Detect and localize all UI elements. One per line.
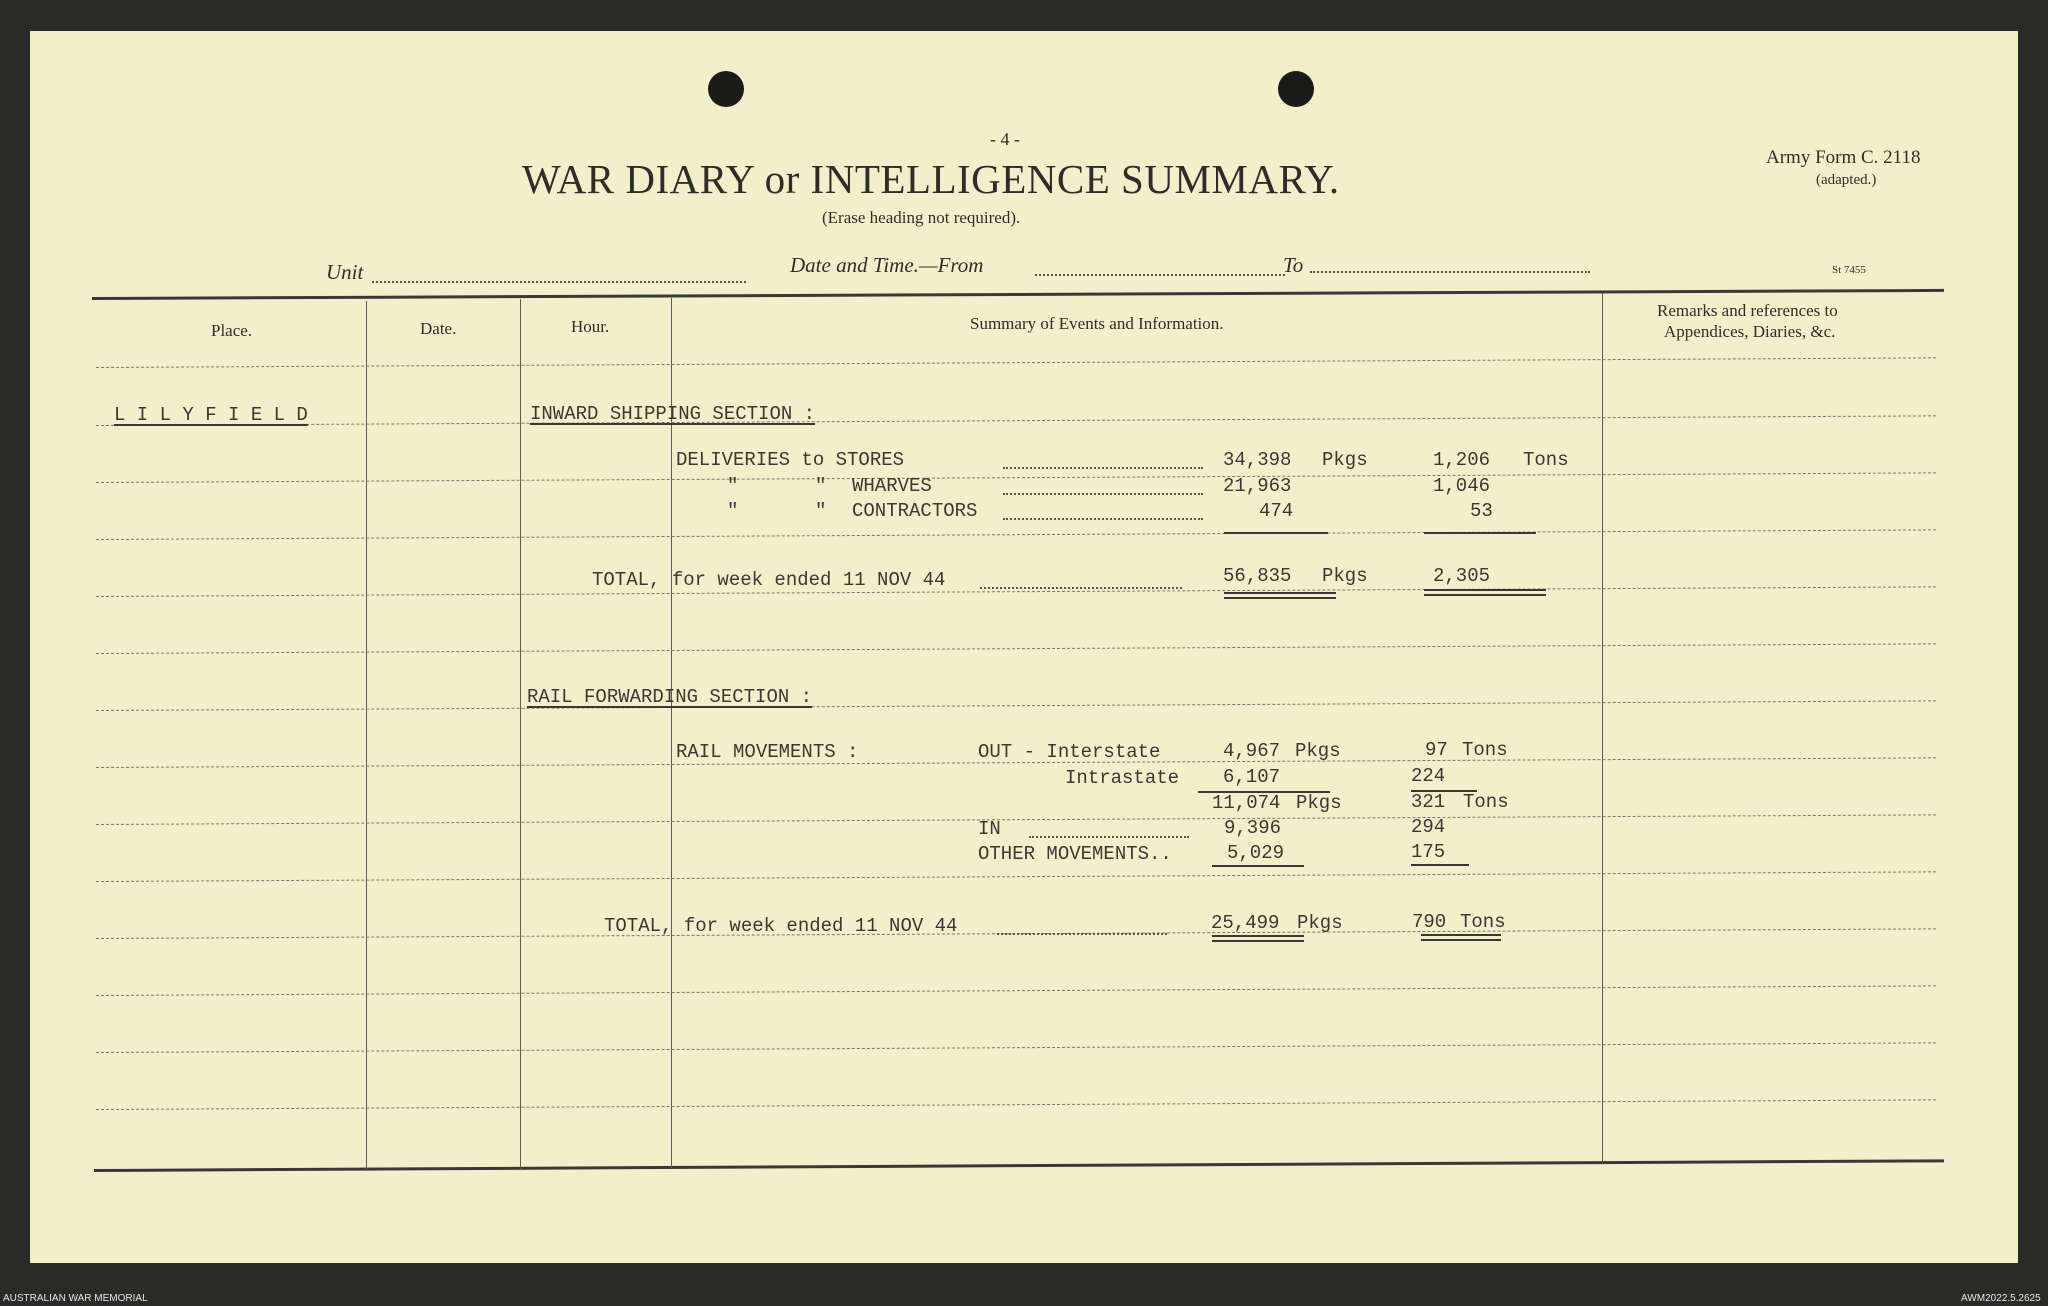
ruled-line bbox=[96, 472, 1936, 483]
ruled-line bbox=[96, 529, 1936, 540]
ditto-mark: " bbox=[815, 500, 827, 522]
unit-field-line bbox=[372, 281, 746, 283]
ditto-mark: " bbox=[727, 500, 739, 522]
rail-out-tons-unit: Tons bbox=[1462, 739, 1508, 761]
form-title: WAR DIARY or INTELLIGENCE SUMMARY. bbox=[522, 156, 1340, 202]
inward-row-tons: 1,046 bbox=[1433, 475, 1491, 497]
form-subtitle: (Erase heading not required). bbox=[822, 208, 1021, 227]
inward-row-pkgs: 34,398 bbox=[1223, 449, 1292, 471]
subtotal-rule bbox=[1411, 864, 1469, 866]
page-number: - 4 - bbox=[990, 129, 1020, 149]
ruled-line bbox=[96, 1099, 1936, 1110]
table-bottom-rule bbox=[94, 1159, 1944, 1172]
ruled-line bbox=[96, 415, 1936, 426]
leader-dots bbox=[1003, 518, 1203, 520]
total-double-rule bbox=[1224, 592, 1336, 594]
rail-out-label: OUT - Interstate bbox=[978, 741, 1161, 763]
ruled-line bbox=[96, 643, 1936, 654]
inward-total-pkgs: 56,835 bbox=[1223, 565, 1292, 587]
punch-hole-right bbox=[1278, 71, 1314, 107]
total-double-rule bbox=[1224, 597, 1336, 599]
rail-in-label: IN bbox=[978, 818, 1001, 840]
inward-row-tons: 1,206 bbox=[1433, 449, 1491, 471]
total-double-rule bbox=[1421, 939, 1501, 941]
rail-total-pkgs-unit: Pkgs bbox=[1297, 912, 1343, 934]
leader-dots bbox=[1003, 467, 1203, 469]
army-form-note: (adapted.) bbox=[1816, 172, 1877, 188]
date-from-field-line bbox=[1035, 274, 1285, 276]
subtotal-rule bbox=[1212, 865, 1304, 867]
date-from-label: Date and Time.—From bbox=[790, 253, 984, 277]
rail-out-subtotal-pkgs: 11,074 bbox=[1212, 792, 1281, 814]
ditto-mark: " bbox=[815, 475, 827, 497]
rail-other-tons: 175 bbox=[1411, 841, 1446, 863]
total-double-rule bbox=[1421, 934, 1501, 936]
diary-page bbox=[30, 31, 2018, 1263]
to-label: To bbox=[1283, 253, 1304, 277]
ruled-line bbox=[96, 814, 1936, 825]
column-header-place: Place. bbox=[211, 321, 253, 340]
army-form-number: Army Form C. 2118 bbox=[1766, 147, 1921, 168]
rail-out-pkgs-unit: Pkgs bbox=[1295, 740, 1341, 762]
rail-total-tons-unit: Tons bbox=[1460, 911, 1506, 933]
rail-forwarding-heading: RAIL FORWARDING SECTION : bbox=[527, 686, 813, 708]
total-double-rule bbox=[1212, 935, 1304, 937]
rail-movements-label: RAIL MOVEMENTS : bbox=[676, 741, 859, 763]
rail-out-subtotal-tons-unit: Tons bbox=[1463, 791, 1509, 813]
table-top-rule bbox=[92, 289, 1944, 300]
inward-total-pkgs-unit: Pkgs bbox=[1322, 565, 1368, 587]
rail-total-tons: 790 bbox=[1412, 911, 1447, 933]
stock-number: St 7455 bbox=[1832, 264, 1866, 276]
column-header-date: Date. bbox=[420, 319, 457, 338]
leader-dots bbox=[997, 933, 1167, 935]
inward-row-label: DELIVERIES to STORES bbox=[676, 449, 905, 471]
ruled-line bbox=[96, 700, 1936, 711]
subtotal-rule bbox=[1224, 532, 1328, 534]
rail-intrastate-pkgs: 6,107 bbox=[1223, 766, 1281, 788]
inward-row-pkgs: 474 bbox=[1259, 500, 1294, 522]
inward-shipping-heading: INWARD SHIPPING SECTION : bbox=[530, 403, 816, 425]
leader-dots bbox=[1003, 493, 1203, 495]
rail-other-pkgs: 5,029 bbox=[1227, 842, 1285, 864]
ruled-line bbox=[96, 357, 1936, 368]
ruled-line bbox=[96, 871, 1936, 882]
subtotal-rule bbox=[1424, 532, 1536, 534]
leader-dots bbox=[980, 587, 1182, 589]
column-header-hour: Hour. bbox=[571, 317, 610, 336]
rail-out-pkgs: 4,967 bbox=[1223, 740, 1281, 762]
inward-row-label: WHARVES bbox=[852, 475, 932, 497]
rail-in-pkgs: 9,396 bbox=[1224, 817, 1282, 839]
inward-total-label: TOTAL, for week ended 11 NOV 44 bbox=[592, 569, 946, 591]
rail-intrastate-label: Intrastate bbox=[1065, 767, 1180, 789]
rail-out-subtotal-tons: 321 bbox=[1411, 791, 1446, 813]
inward-row-label: CONTRACTORS bbox=[852, 500, 978, 522]
leader-dots bbox=[1029, 836, 1189, 838]
place-entry: L I L Y F I E L D bbox=[114, 404, 308, 426]
rail-total-pkgs: 25,499 bbox=[1211, 912, 1280, 934]
footer-reference: AWM2022.5.2625 bbox=[1961, 1293, 2041, 1304]
inward-row-tons: 53 bbox=[1470, 500, 1493, 522]
column-divider-date bbox=[520, 299, 521, 1169]
ruled-line bbox=[96, 1042, 1936, 1053]
ruled-line bbox=[96, 985, 1936, 996]
rail-in-tons: 294 bbox=[1411, 816, 1446, 838]
total-double-rule bbox=[1424, 594, 1546, 596]
total-double-rule bbox=[1424, 589, 1546, 591]
inward-row-pkgs: 21,963 bbox=[1223, 475, 1292, 497]
punch-hole-left bbox=[708, 71, 744, 107]
rail-total-label: TOTAL, for week ended 11 NOV 44 bbox=[604, 915, 958, 937]
column-divider-place bbox=[366, 301, 367, 1171]
unit-label: Unit bbox=[326, 260, 364, 284]
inward-row-tons-unit: Tons bbox=[1523, 449, 1569, 471]
column-header-remarks-2: Appendices, Diaries, &c. bbox=[1664, 322, 1836, 341]
inward-total-tons: 2,305 bbox=[1433, 565, 1491, 587]
column-divider-hour bbox=[671, 298, 672, 1168]
rail-intrastate-tons: 224 bbox=[1411, 765, 1446, 787]
ditto-mark: " bbox=[727, 475, 739, 497]
column-header-summary: Summary of Events and Information. bbox=[970, 314, 1224, 333]
inward-row-pkgs-unit: Pkgs bbox=[1322, 449, 1368, 471]
to-field-line bbox=[1310, 271, 1590, 273]
rail-out-tons: 97 bbox=[1425, 739, 1448, 761]
column-divider-summary bbox=[1602, 293, 1603, 1163]
footer-archive-name: AUSTRALIAN WAR MEMORIAL bbox=[3, 1293, 148, 1304]
total-double-rule bbox=[1212, 940, 1304, 942]
rail-other-label: OTHER MOVEMENTS.. bbox=[978, 843, 1172, 865]
rail-out-subtotal-pkgs-unit: Pkgs bbox=[1296, 792, 1342, 814]
column-header-remarks-1: Remarks and references to bbox=[1657, 301, 1838, 320]
